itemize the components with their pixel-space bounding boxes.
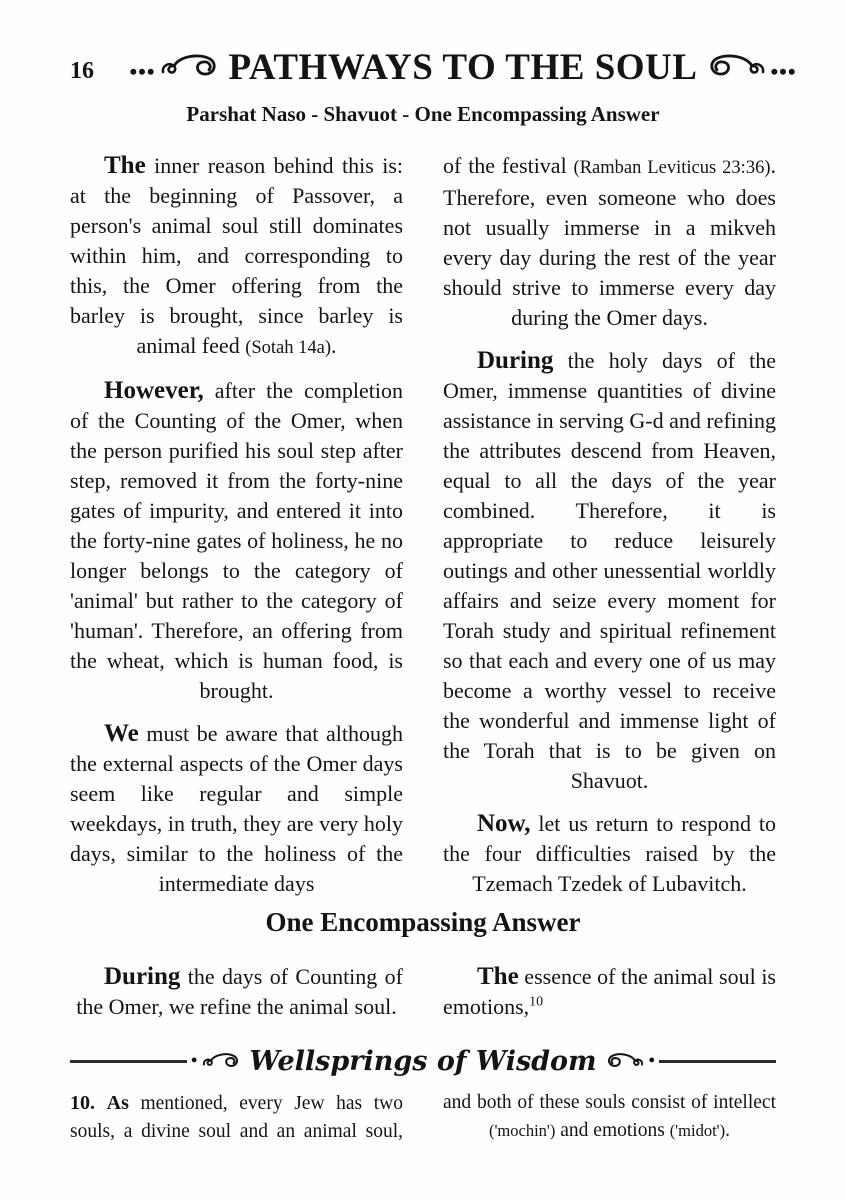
left-flourish (129, 53, 221, 83)
citation: ('midot') (669, 1121, 726, 1140)
footnote-right (443, 1089, 776, 1146)
paragraph-text: after the completion of the Counting of the Omer, when the person purified his soul step after step, removed it from the forty-nine gates of impurity, and entered it into the forty-nine gates of holiness, he no longer belongs to the category of 'animal' but rather to the category of 'human'. Therefore, an offering from the wheat, which is human food, is brought. (70, 378, 403, 703)
paragraph-text: inner reason behind this is: at the beginning of Passover, a person's animal soul still dominates within him, and corresponding to this, the Omer offering from the barley is brought, since barley is animal feed (70, 153, 403, 358)
banner-title: Wellsprings of Wisdom (249, 1046, 597, 1077)
page-header (70, 46, 797, 98)
dots-left-icon: ••• (129, 58, 156, 84)
footnote-reference: 10 (529, 994, 544, 1010)
paragraph-text: the holy days of the Omer, immense quantities of divine assistance in serving G-d and refining the attributes descend from Heaven, equal to all the days of the year combined. Therefore, it is appropriate to reduce leisurely outings and other unessential worldly affairs and seize every moment for Torah study and spiritual refinement so that each and every one of us may become a worthy vessel to receive the wonderful and immense light of the Torah that is to be given on Shavuot. (443, 348, 776, 793)
section-left-column (70, 962, 403, 1022)
paragraph (70, 151, 403, 363)
dots-right-icon: ••• (770, 58, 797, 84)
footnote-number: 10. (70, 1092, 95, 1114)
paragraph-text: the days of Counting of the Omer, we refine the animal soul. (76, 964, 403, 1019)
paragraph (70, 376, 403, 706)
banner-rule-right (659, 1060, 776, 1063)
banner-center (187, 1046, 659, 1077)
banner-flourish-right-icon (604, 1051, 644, 1073)
lead-word: The (477, 963, 519, 990)
left-column (70, 151, 403, 899)
banner-rule-left (70, 1060, 187, 1063)
paragraph (70, 719, 403, 899)
paragraph-text: must be aware that although the external aspects of the Omer days seem like regular and simple weekdays, in truth, they are very holy days, similar to the holiness of the intermediate days (70, 721, 403, 896)
lead-word: During (477, 347, 554, 374)
paragraph (443, 809, 776, 899)
citation: (Sotah 14a) (245, 338, 332, 358)
section-heading: One Encompassing Answer (265, 907, 581, 937)
scroll-flourish-left-icon (160, 53, 222, 83)
title-row (129, 46, 797, 89)
lead-word: We (104, 720, 139, 747)
citation: (Ramban Leviticus 23:36) (573, 158, 771, 178)
citation: ('mochin') (488, 1121, 556, 1140)
footnote-banner (70, 1046, 776, 1077)
chapter-subtitle: Parshat Naso - Shavuot - One Encompassing Answer (186, 102, 660, 126)
paragraph-text: let us return to respond to the four difficulties raised by the Tzemach Tzedek of Lubavitch. (443, 811, 776, 896)
paragraph (443, 151, 776, 333)
scroll-flourish-right-icon (704, 53, 766, 83)
right-flourish (704, 53, 796, 83)
right-column (443, 151, 776, 899)
footnote-text: and both of these souls consist of intellect (443, 1092, 776, 1113)
lead-word: Now, (477, 810, 531, 837)
paragraph-text: . Therefore, even someone who does not usually immerse in a mikveh every day during the rest of the year should strive to immerse every day during the Omer days. (443, 153, 776, 330)
page-number: 16 (70, 58, 94, 84)
footnote-lead-word: As (106, 1092, 129, 1114)
lead-word: The (104, 152, 146, 179)
paragraph-text: essence of the animal soul is emotions, (443, 964, 776, 1019)
banner-dot-left-icon: • (191, 1050, 198, 1070)
footnote-left (70, 1089, 403, 1146)
footnote-text: . (725, 1120, 731, 1141)
lead-word: During (104, 963, 181, 990)
section-columns (70, 962, 776, 1022)
book-title: PATHWAYS TO THE SOUL (228, 47, 698, 88)
paragraph (70, 962, 403, 1022)
paragraph-text: . (331, 333, 337, 358)
lead-word: However, (104, 377, 204, 404)
paragraph (443, 346, 776, 796)
paragraph-text: of the festival (443, 153, 574, 178)
footnote-text: mentioned, every Jew has two souls, a divine soul and an animal soul, (70, 1093, 404, 1142)
article-columns (70, 151, 776, 899)
section-right-column (443, 962, 776, 1022)
footnote-space (95, 1093, 107, 1114)
banner-flourish-left-icon (202, 1051, 242, 1073)
banner-dot-right-icon: • (648, 1050, 655, 1070)
paragraph (443, 962, 776, 1022)
footnote-text: and emotions (555, 1120, 670, 1141)
footnote-columns (70, 1089, 776, 1146)
